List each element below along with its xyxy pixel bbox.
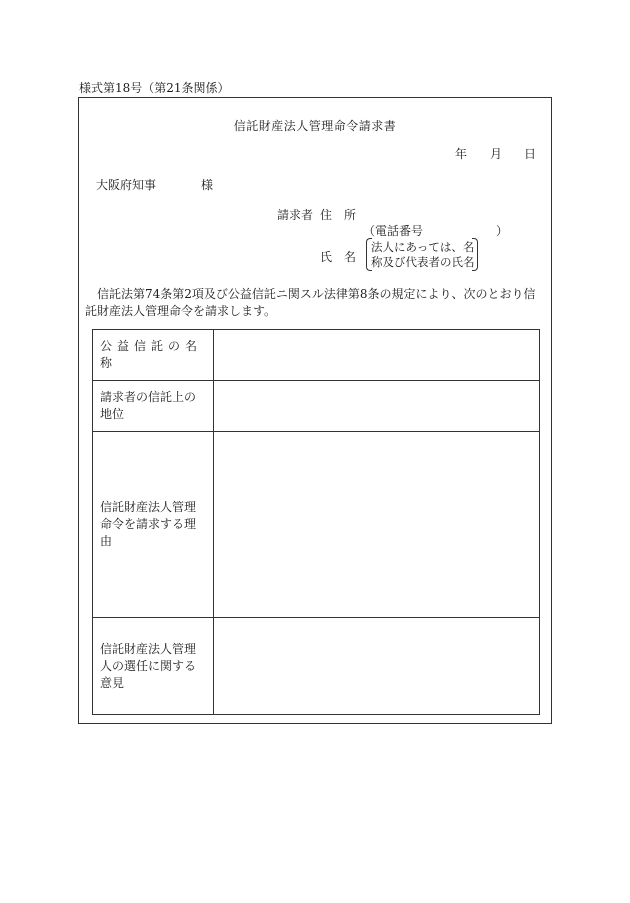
table-row xyxy=(93,618,540,715)
requester-status-field[interactable] xyxy=(214,381,540,432)
phone-number-close: ） xyxy=(496,224,509,238)
requester-name-label: 氏 名 xyxy=(320,250,357,264)
table-label-trust-name: 公益信託の名称 xyxy=(93,330,214,381)
administrator-opinion-field[interactable] xyxy=(214,618,540,715)
table-row xyxy=(93,330,540,381)
date-day-label: 日 xyxy=(524,147,537,161)
table-label-administrator-opinion: 信託財産法人管理人の選任に関する意見 xyxy=(93,618,214,715)
table-row xyxy=(93,432,540,618)
request-reason-field[interactable] xyxy=(214,432,540,618)
form-frame xyxy=(78,97,552,724)
addressee-name: 大阪府知事 xyxy=(96,178,157,192)
name-note-bracket xyxy=(366,238,478,271)
addressee-honorific: 様 xyxy=(201,178,214,192)
name-note-line2: 称及び代表者の氏名 xyxy=(371,255,475,269)
trust-name-field[interactable] xyxy=(214,330,540,381)
requester-label: 請求者 xyxy=(277,208,314,222)
phone-number-label: （電話番号 xyxy=(363,224,424,238)
table-row xyxy=(93,381,540,432)
form-number: 様式第18号（第21条関係） xyxy=(79,81,230,95)
date-month-label: 月 xyxy=(490,147,503,161)
requester-address-label: 住 所 xyxy=(320,208,357,222)
request-statement: 信託法第74条第2項及び公益信託ニ関スル法律第8条の規定により、次のとおり信託財産法人管理命令を請求します。 xyxy=(85,287,536,318)
document-title: 信託財産法人管理命令請求書 xyxy=(233,119,397,133)
name-note-line1: 法人にあっては、名 xyxy=(371,240,475,254)
addressee xyxy=(96,176,214,193)
table-label-request-reason: 信託財産法人管理命令を請求する理由 xyxy=(93,432,214,618)
table-label-requester-status: 請求者の信託上の地位 xyxy=(93,381,214,432)
date-year-label: 年 xyxy=(455,147,468,161)
request-details-table xyxy=(92,329,540,715)
